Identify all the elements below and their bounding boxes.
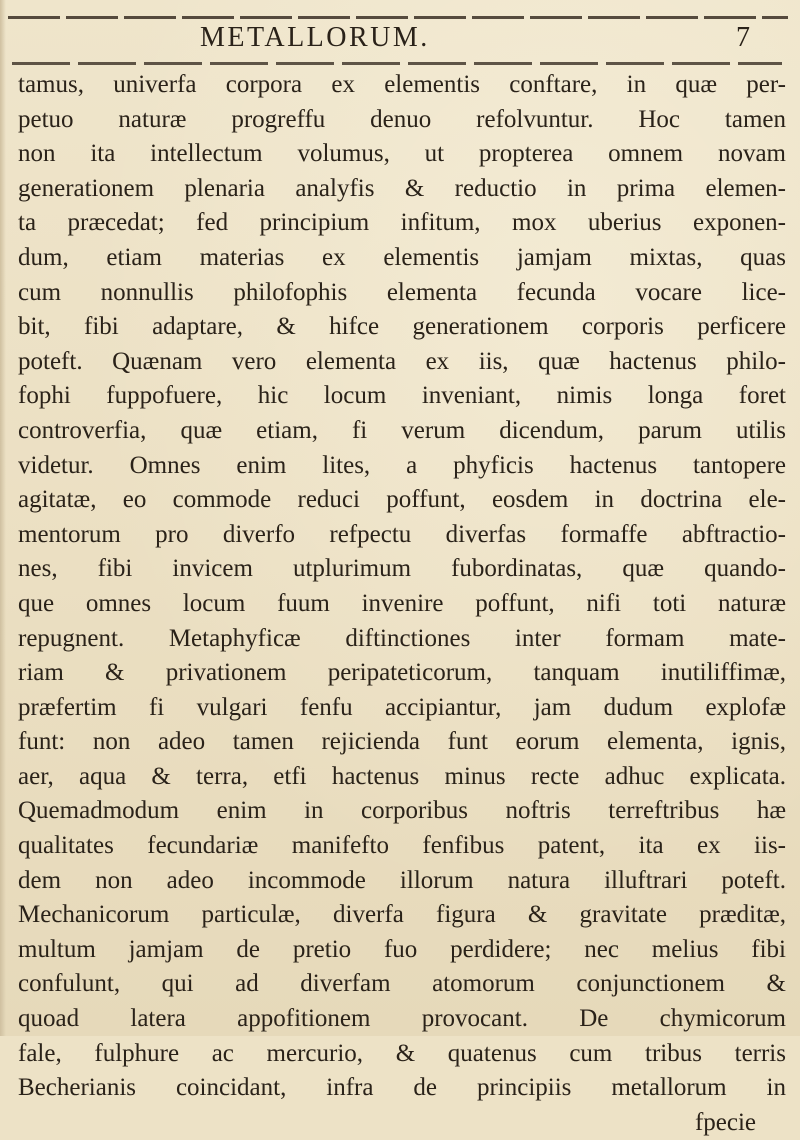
text-line: funt: non adeo tamen rejicienda funt eorum elementa, ignis,: [18, 728, 786, 756]
text-line: que omnes locum fuum invenire poffunt, nifi toti naturæ: [18, 589, 786, 617]
text-line: aer, aqua & terra, etfi hactenus minus recte adhuc explicata.: [18, 762, 786, 790]
text-line: fale, fulphure ac mercurio, & quatenus cum tribus terris: [18, 1039, 786, 1067]
text-line: repugnent. Metaphyficæ diftinctiones inter formam mate-: [18, 624, 786, 652]
text-line: fophi fuppofuere, hic locum inveniant, nimis longa foret: [18, 382, 786, 410]
page-number: 7: [736, 22, 750, 53]
text-line: petuo naturæ progreffu denuo refolvuntur. Hoc tamen: [18, 105, 786, 133]
text-line: Mechanicorum particulæ, diverfa figura & gravitate præditæ,: [18, 901, 786, 929]
text-line: qualitates fecundariæ manifefto fenfibus patent, ita ex iis-: [18, 832, 786, 860]
text-line: dum, etiam materias ex elementis jamjam mixtas, quas: [18, 243, 786, 271]
catchword: fpecie: [694, 1108, 756, 1136]
text-line: bit, fibi adaptare, & hifce generationem corporis perficere: [18, 313, 786, 341]
text-line: tamus, univerfa corpora ex elementis conftare, in quæ per-: [18, 71, 786, 98]
running-head: [160, 20, 760, 60]
text-line: quoad latera appofitionem provocant. De chymicorum: [18, 1005, 786, 1033]
text-line: non ita intellectum volumus, ut propterea omnem novam: [18, 140, 786, 168]
text-line: cum nonnullis philofophis elementa fecunda vocare lice-: [18, 278, 786, 306]
text-line: nes, fibi invicem utplurimum fubordinatas, quæ quando-: [18, 555, 786, 583]
running-head-title: METALLORUM.: [200, 22, 430, 53]
text-line: ta præcedat; fed principium infitum, mox uberius exponen-: [18, 209, 786, 237]
text-line: riam & privationem peripateticorum, tanquam inutiliffimæ,: [18, 659, 786, 687]
text-line: confulunt, qui ad diverfam atomorum conjunctionem &: [18, 970, 786, 998]
text-line: agitatæ, eo commode reduci poffunt, eosdem in doctrina ele-: [18, 486, 786, 514]
text-line: mentorum pro diverfo refpectu diverfas formaffe abftractio-: [18, 520, 786, 548]
body-text: [18, 68, 786, 1140]
header-rule: [12, 62, 782, 65]
text-line: Becherianis coincidant, infra de principiis metallorum in: [18, 1074, 786, 1102]
text-line: generationem plenaria analyfis & reductio in prima elemen-: [18, 174, 786, 202]
text-line: videtur. Omnes enim lites, a phyficis hactenus tantopere: [18, 451, 786, 479]
page-edge-shadow: [0, 0, 6, 1036]
text-line: Quemadmodum enim in corporibus noftris terreftribus hæ: [18, 797, 786, 825]
text-line: poteft. Quænam vero elementa ex iis, quæ hactenus philo-: [18, 347, 786, 375]
text-line: præfertim fi vulgari fenfu accipiantur, jam dudum explofæ: [18, 693, 786, 721]
text-line: multum jamjam de pretio fuo perdidere; nec melius fibi: [18, 935, 786, 963]
text-line: dem non adeo incommode illorum natura illuftrari poteft.: [18, 866, 786, 894]
text-line: controverfia, quæ etiam, fi verum dicendum, parum utilis: [18, 416, 786, 444]
top-ornamental-rule: [8, 16, 788, 19]
